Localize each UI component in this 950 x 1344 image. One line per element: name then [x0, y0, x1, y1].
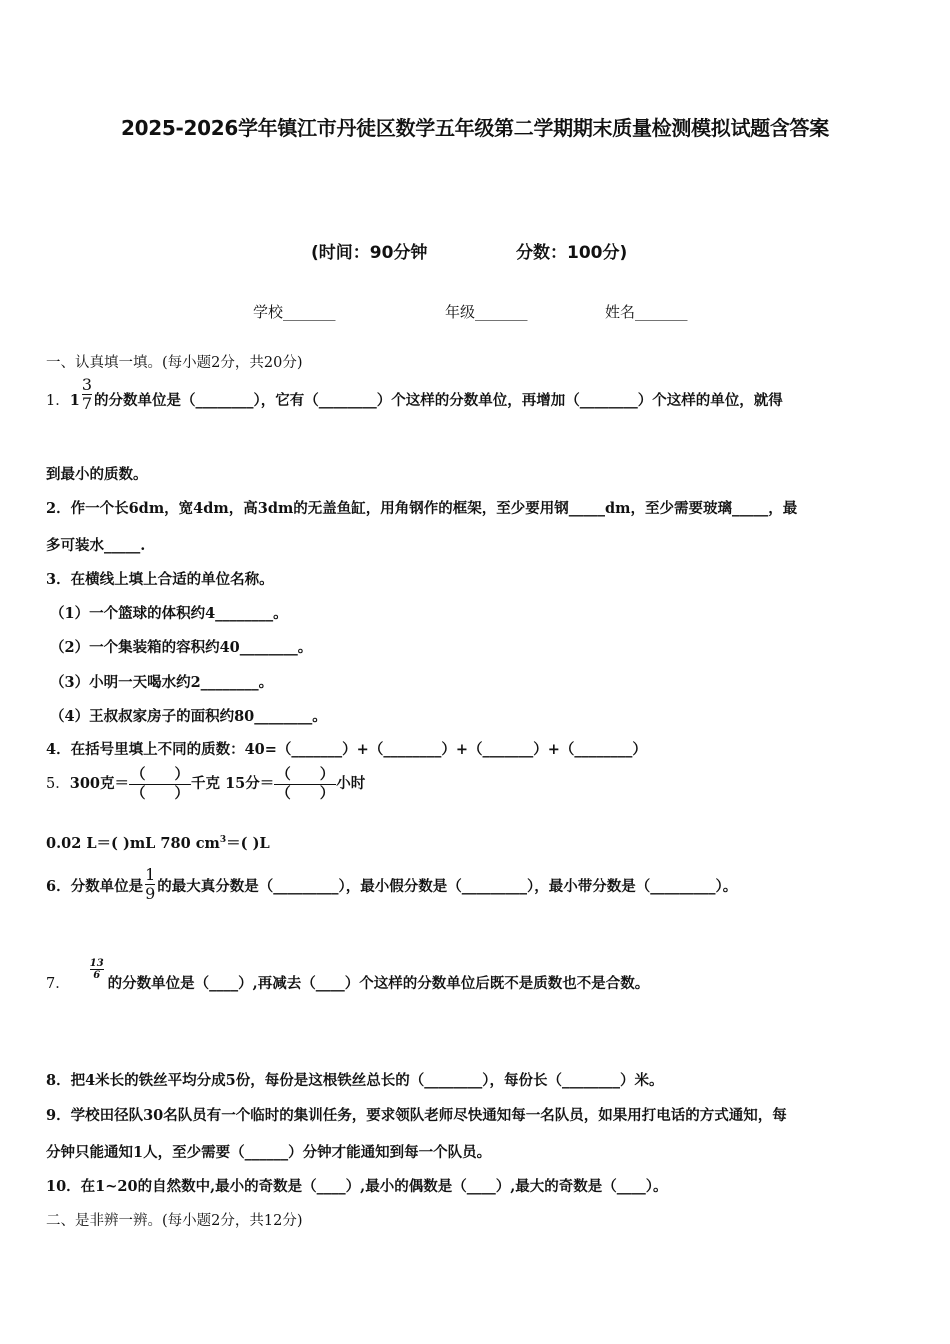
q5-frac2-bot: （ ） — [276, 785, 335, 802]
q5-part-a: 300克＝ — [69, 775, 130, 792]
q7-fraction — [90, 958, 104, 981]
q5-number: 5． — [46, 776, 70, 792]
q6-text: 的最大真分数是（_________），最小假分数是（_________），最小带分数是（_________）。 — [157, 878, 738, 895]
q6-fraction — [145, 866, 155, 903]
q3-item-1: （1）一个篮球的体积约4________。 — [50, 605, 288, 622]
q7-text: 的分数单位是（____）,再减去（____）个这样的分数单位后既不是质数也不是合数。 — [107, 975, 650, 992]
q7-frac-num: 13 — [89, 958, 104, 969]
question-10: 10．在1~20的自然数中,最小的奇数是（____）,最小的偶数是（____）,最大的奇数是（____）。 — [46, 1178, 668, 1195]
q5-frac1-top: （ ） — [131, 766, 190, 783]
q5-frac1-bot: （ ） — [131, 785, 190, 802]
question-5-line2 — [46, 832, 270, 853]
question-2-cont: 多可装水_____. — [46, 537, 146, 554]
question-6 — [46, 866, 737, 903]
q5-frac2-top: （ ） — [276, 766, 335, 783]
question-9: 9．学校田径队30名队员有一个临时的集训任务，要求领队老师尽快通知每一名队员，如果用打电话的方式通知，每 — [46, 1107, 787, 1124]
question-5 — [46, 766, 365, 803]
q5-line2-b: ＝( )L — [226, 835, 270, 852]
q1-frac-num: 3 — [81, 375, 93, 394]
q1-whole: 1 — [69, 392, 80, 409]
section-2-heading: 二、是非辨一辨。(每小题2分，共12分) — [46, 1213, 303, 1229]
q7-frac-den: 6 — [93, 970, 101, 981]
q5-line2-sup: 3 — [219, 835, 227, 846]
page-title: 2025-2026学年镇江市丹徒区数学五年级第二学期期末质量检测模拟试题含答案 — [121, 116, 829, 140]
q6-frac-den: 9 — [145, 884, 156, 903]
q5-part-b: 千克 15分＝ — [191, 775, 275, 792]
q7-number: 7． — [46, 976, 70, 992]
q1-number: 1． — [46, 393, 70, 409]
section-1-heading: 一、认真填一填。(每小题2分，共20分) — [46, 355, 303, 371]
exam-score: 分数：100分) — [516, 243, 628, 263]
question-1 — [46, 376, 783, 413]
q6-number: 6．分数单位是 — [46, 878, 144, 895]
q1-text: 的分数单位是（________），它有（________）个这样的分数单位，再增加（________）个这样的单位，就得 — [94, 392, 783, 409]
grade-field — [445, 301, 528, 322]
q5-fraction-2 — [274, 766, 336, 803]
q1-frac-den: 7 — [81, 394, 93, 413]
q3-item-2: （2）一个集装箱的容积约40________。 — [50, 639, 313, 656]
school-label: 学校 — [253, 303, 284, 321]
q5-fraction-1 — [129, 766, 191, 803]
school-field — [253, 301, 336, 322]
question-8: 8．把4米长的铁丝平均分成5份，每份是这根铁丝总长的（________），每份长（________）米。 — [46, 1072, 664, 1089]
exam-time: (时间：90分钟 — [311, 243, 428, 263]
question-4: 4．在括号里填上不同的质数：40=（_______）+（________）+（_______）+（________） — [46, 741, 647, 758]
name-field — [605, 301, 688, 322]
q5-line2-a: 0.02 L＝( )mL 780 cm — [46, 835, 220, 852]
q3-item-4: （4）王叔叔家房子的面积约80________。 — [50, 708, 327, 725]
question-9-cont: 分钟只能通知1人，至少需要（______）分钟才能通知到每一个队员。 — [46, 1144, 492, 1161]
q1-fraction — [82, 376, 92, 413]
q5-part-c: 小时 — [336, 775, 366, 792]
question-7 — [46, 958, 649, 993]
q3-item-3: （3）小明一天喝水约2________。 — [50, 674, 274, 691]
grade-label: 年级 — [445, 303, 476, 321]
question-1-cont: 到最小的质数。 — [46, 466, 148, 483]
name-label: 姓名 — [605, 303, 636, 321]
question-2: 2．作一个长6dm，宽4dm，高3dm的无盖鱼缸，用角钢作的框架，至少要用钢_____dm，至少需要玻璃_____，最 — [46, 500, 798, 517]
school-blank: _______ — [283, 303, 336, 321]
question-3: 3．在横线上填上合适的单位名称。 — [46, 571, 274, 588]
name-blank: _______ — [635, 303, 688, 321]
q6-frac-num: 1 — [145, 865, 156, 884]
grade-blank: _______ — [475, 303, 528, 321]
